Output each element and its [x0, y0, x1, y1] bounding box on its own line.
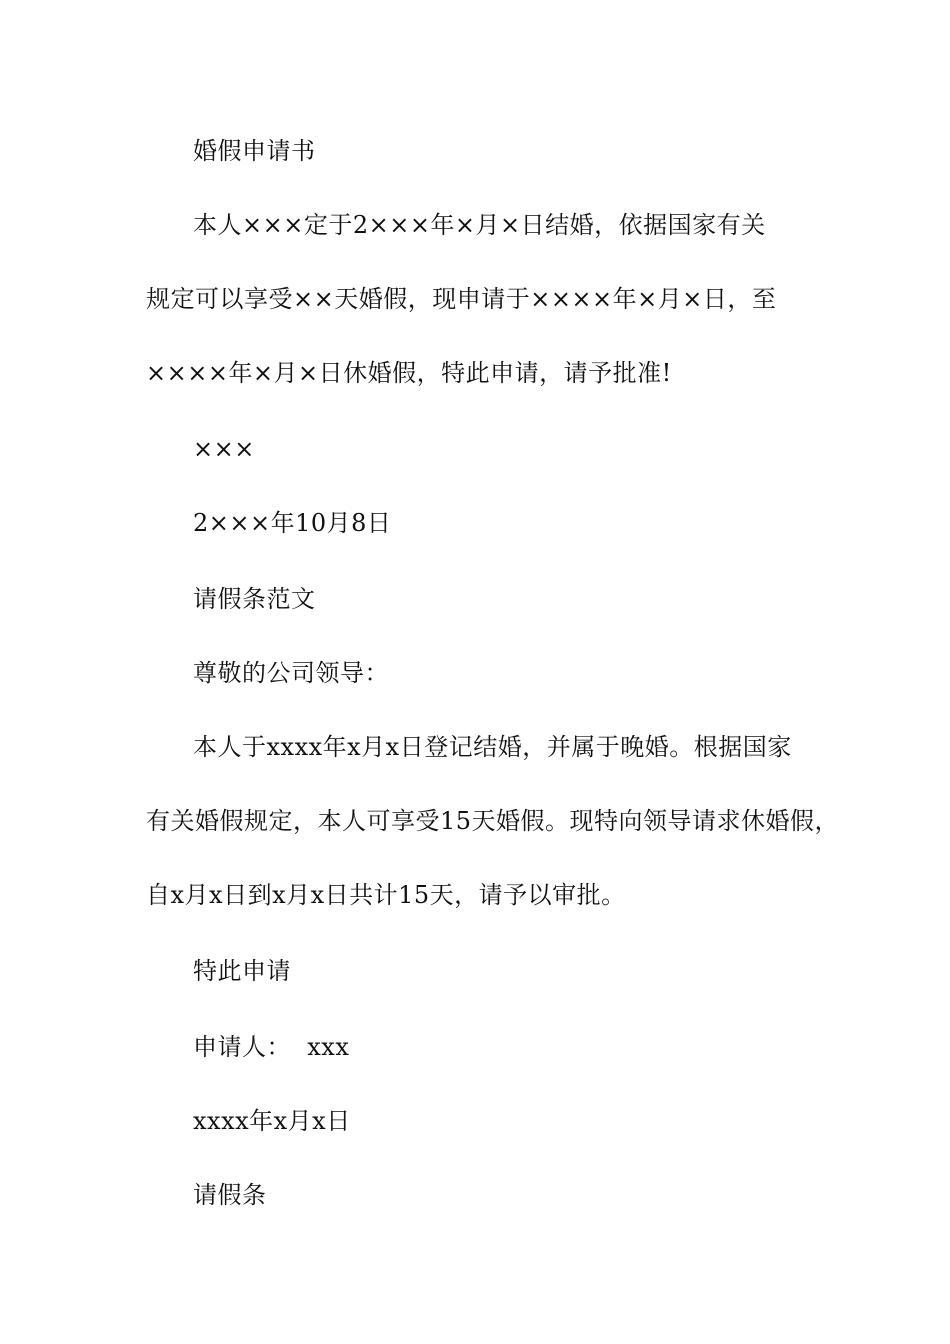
date-text: xxxx年x月x日: [193, 1107, 351, 1135]
next-heading: [146, 1158, 873, 1232]
closing-text: 特此申请: [193, 957, 291, 985]
greeting-text: 尊敬的公司领导：: [193, 659, 389, 687]
signature-text: ×××: [193, 435, 255, 463]
section-title-text: 请假条范文: [193, 585, 316, 613]
letter2-greeting: [146, 636, 873, 710]
letter2-body-line: 有关婚假规定，本人可享受15天婚假。现特向领导请求休婚假，: [146, 807, 840, 835]
applicant-text: 申请人： xxx: [193, 1033, 350, 1061]
title-text: 婚假申请书: [193, 137, 316, 165]
letter2-body-line: 本人于xxxx年x月x日登记结婚，并属于晚婚。根据国家: [193, 733, 792, 761]
document-title: [146, 114, 873, 188]
letter2-applicant: [146, 1010, 873, 1084]
heading-text: 请假条: [193, 1181, 267, 1209]
letter1-body-line: 规定可以享受××天婚假，现申请于××××年×月×日，至: [146, 285, 777, 313]
letter2-body: [146, 710, 840, 932]
letter2-body-line: 自x月x日到x月x日共计15天，请予以审批。: [146, 881, 626, 909]
letter2-date: [146, 1084, 873, 1158]
date-text: 2×××年10月8日: [193, 509, 392, 537]
letter1-body-line: ××××年×月×日休婚假，特此申请，请予批准!: [146, 359, 672, 387]
letter1-signature: [146, 412, 873, 486]
letter1-body-line: 本人×××定于2×××年×月×日结婚，依据国家有关: [193, 211, 766, 239]
letter1-date: [146, 486, 873, 560]
letter2-closing: [146, 934, 873, 1008]
letter2-title: [146, 562, 873, 636]
letter1-body: [146, 188, 826, 410]
